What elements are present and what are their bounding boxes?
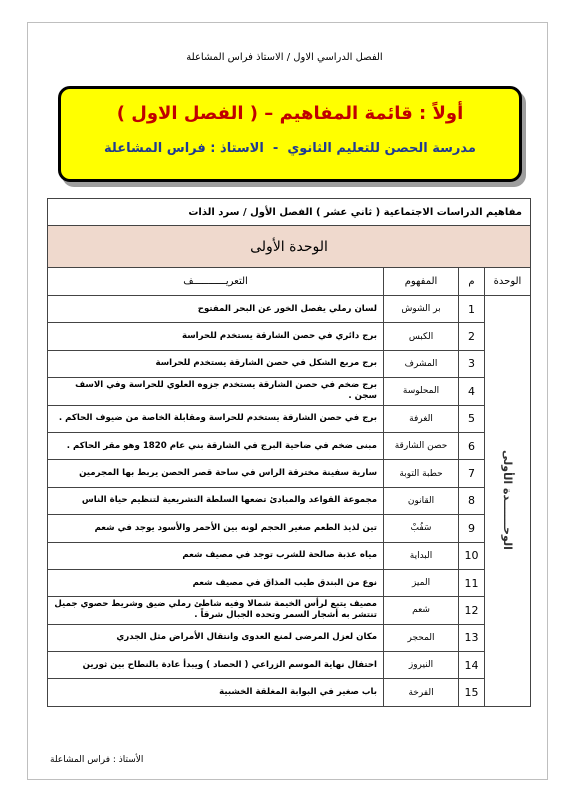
row-definition: سارية سفينة مخترقة الراس في ساحة قصر الحصن يربط بها المجرمين	[48, 460, 384, 487]
row-definition: احتفال نهاية الموسم الزراعي ( الحصاد ) ويبدأ عادة بالنطاح بين ثورين	[48, 652, 384, 679]
row-concept: حصن الشارقة	[384, 432, 459, 459]
row-number: 5	[459, 405, 485, 432]
table-row	[48, 624, 531, 651]
table-row	[48, 487, 531, 514]
table-row	[48, 597, 531, 624]
row-number: 13	[459, 624, 485, 651]
table-row	[48, 569, 531, 596]
concepts-table	[47, 198, 531, 707]
row-concept: الميز	[384, 569, 459, 596]
row-number: 1	[459, 296, 485, 323]
row-definition: مياه عذبة صالحة للشرب توجد في مصيف شعم	[48, 542, 384, 569]
row-definition: باب صغير في البوابة المغلقة الخشبية	[48, 679, 384, 706]
row-number: 4	[459, 378, 485, 405]
row-concept: المشرف	[384, 350, 459, 377]
row-concept: شعم	[384, 597, 459, 624]
row-concept: بر الشوش	[384, 296, 459, 323]
header-concept: المفهوم	[384, 268, 459, 296]
table-row	[48, 679, 531, 706]
table-row	[48, 460, 531, 487]
row-definition: مبنى ضخم في ضاحية البرج في الشارقة بني عام 1820 وهو مقر الحاكم .	[48, 432, 384, 459]
banner-separator: -	[263, 141, 288, 156]
banner-school: مدرسة الحصن للتعليم الثانوي	[287, 141, 476, 156]
unit-label-cell	[485, 296, 531, 707]
table-title: مفاهيم الدراسات الاجتماعية ( ثاني عشر ) الفصل الأول / سرد الذات	[48, 199, 531, 226]
row-concept: النيروز	[384, 652, 459, 679]
banner-line2	[61, 139, 519, 159]
row-number: 8	[459, 487, 485, 514]
page-footer: الأستاذ : فراس المشاعلة	[50, 755, 144, 765]
table-row	[48, 296, 531, 323]
table-row	[48, 405, 531, 432]
row-definition: مجموعة القواعد والمبادئ تضعها السلطة التشريعية لتنظيم حياة الناس	[48, 487, 384, 514]
table-row	[48, 378, 531, 405]
row-concept: القانون	[384, 487, 459, 514]
table-row	[48, 515, 531, 542]
header-definition: التعريـــــــــــف	[48, 268, 384, 296]
row-concept: الكبس	[384, 323, 459, 350]
unit-banner: الوحدة الأولى	[48, 226, 531, 268]
title-banner	[58, 86, 522, 182]
page-header: الفصل الدراسي الاول / الاستاذ فراس المشاعلة	[186, 52, 383, 63]
header-unit: الوحدة	[485, 268, 531, 296]
table-row	[48, 652, 531, 679]
row-number: 12	[459, 597, 485, 624]
banner-title: قائمة المفاهيم – ( الفصل الاول )	[116, 103, 413, 124]
table-row	[48, 542, 531, 569]
row-concept: سَفُبْ	[384, 515, 459, 542]
row-definition: لسان رملي يفصل الخور عن البحر المفتوح	[48, 296, 384, 323]
row-number: 15	[459, 679, 485, 706]
banner-prefix: أولاً :	[412, 103, 464, 124]
row-definition: برج دائري في حصن الشارقة يستخدم للحراسة	[48, 323, 384, 350]
row-concept: الغرفة	[384, 405, 459, 432]
row-concept: حطبة التوبة	[384, 460, 459, 487]
row-number: 10	[459, 542, 485, 569]
banner-line1	[61, 101, 519, 127]
row-definition: نوع من البندق طيب المذاق في مصيف شعم	[48, 569, 384, 596]
table-row	[48, 350, 531, 377]
table-row	[48, 323, 531, 350]
row-definition: تين لذيذ الطعم صغير الحجم لونه بين الأحمر والأسود يوجد في شعم	[48, 515, 384, 542]
row-number: 2	[459, 323, 485, 350]
row-definition: برج ضخم في حصن الشارقة يستخدم جزوه العلوي للحراسة وفي الاسف سجن .	[48, 378, 384, 405]
unit-vertical-label: الوحـــــــدة الأولى	[501, 449, 515, 550]
row-number: 7	[459, 460, 485, 487]
row-definition: مكان لعزل المرضى لمنع العدوى وانتقال الأمراض مثل الجدري	[48, 624, 384, 651]
header-num: م	[459, 268, 485, 296]
row-number: 9	[459, 515, 485, 542]
row-concept: البداية	[384, 542, 459, 569]
row-definition: مصيف يتبع لرأس الخيمة شمالا وفيه شاطئ رملي ضيق وشريط حصوي جميل تنتشر به أشجار السمر وتحده الجبال شرقاً .	[48, 597, 384, 624]
row-concept: المحلوسة	[384, 378, 459, 405]
row-number: 6	[459, 432, 485, 459]
banner-teacher: الاستاذ : فراس المشاعلة	[104, 141, 264, 156]
row-definition: برج في حصن الشارقة يستخدم للحراسة ومقابلة الخاصة من ضيوف الحاكم .	[48, 405, 384, 432]
row-concept: المحجر	[384, 624, 459, 651]
table-row	[48, 432, 531, 459]
row-definition: برج مربع الشكل في حصن الشارقة يستخدم للحراسة	[48, 350, 384, 377]
row-number: 14	[459, 652, 485, 679]
row-number: 11	[459, 569, 485, 596]
row-concept: الفرخة	[384, 679, 459, 706]
row-number: 3	[459, 350, 485, 377]
